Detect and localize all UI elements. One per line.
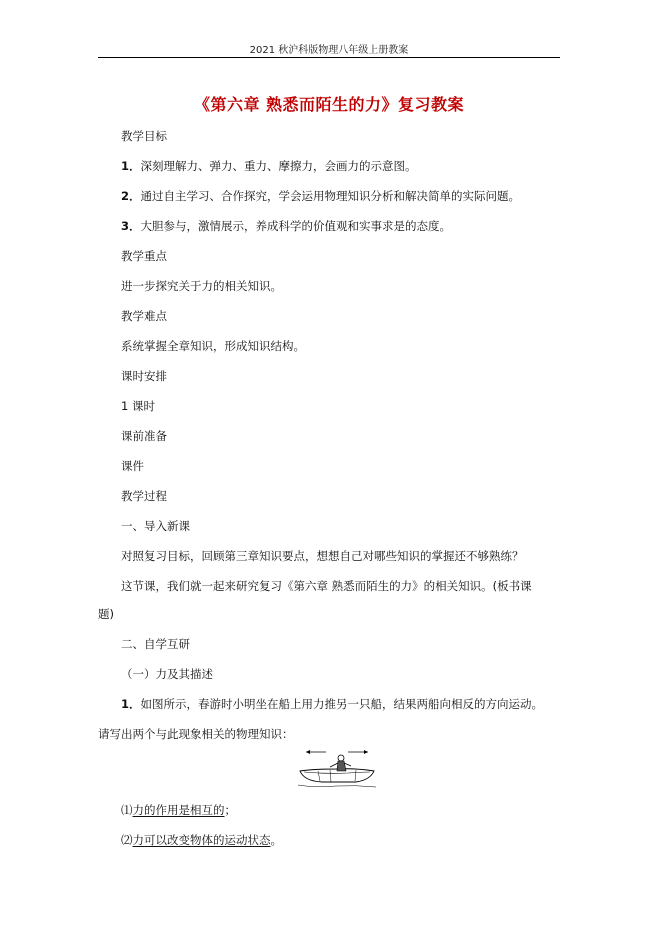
answer-2-text: 力可以改变物体的运动状态 <box>132 833 271 847</box>
page-header: 2021 秋沪科版物理八年级上册教案 <box>249 45 409 56</box>
question-1 <box>121 696 543 712</box>
answer-1 <box>121 802 236 818</box>
part1-paragraph-2-cont: 题) <box>98 607 114 621</box>
answer-1-suffix: ； <box>224 803 236 817</box>
goal-2-number: 2． <box>121 189 141 203</box>
goal-1-number: 1． <box>121 159 141 173</box>
prep-text: 课件 <box>121 459 144 473</box>
key-heading: 教学重点 <box>121 249 167 263</box>
goal-2 <box>121 188 520 204</box>
answer-2 <box>121 832 282 848</box>
part2-heading: 二、自学互研 <box>121 637 190 651</box>
question-1-text: 如图所示，春游时小明坐在船上用力推另一只船，结果两船向相反的方向运动。 <box>140 697 544 711</box>
boat-figure <box>296 747 378 789</box>
key-text: 进一步探究关于力的相关知识。 <box>121 279 282 293</box>
part1-paragraph-2: 这节课，我们就一起来研究复习《第六章 熟悉而陌生的力》的相关知识。(板书课 <box>121 579 532 593</box>
answer-1-text: 力的作用是相互的 <box>132 803 225 817</box>
goal-1-text: 深刻理解力、弹力、重力、摩擦力，会画力的示意图。 <box>140 159 417 173</box>
answer-2-suffix: 。 <box>270 833 282 847</box>
goal-3-number: 3． <box>121 219 141 233</box>
header-rule <box>98 57 560 58</box>
goal-3 <box>121 218 451 234</box>
goal-2-text: 通过自主学习、合作探究，学会运用物理知识分析和解决简单的实际问题。 <box>140 189 521 203</box>
difficult-heading: 教学难点 <box>121 309 167 323</box>
question-1-number: 1． <box>121 697 141 711</box>
goal-1 <box>121 158 417 174</box>
part1-paragraph-1: 对照复习目标，回顾第三章知识要点，想想自己对哪些知识的掌握还不够熟练？ <box>121 549 524 563</box>
process-heading: 教学过程 <box>121 489 167 503</box>
prep-heading: 课前准备 <box>121 429 167 443</box>
goal-3-text: 大胆参与，激情展示，养成科学的价值观和实事求是的态度。 <box>140 219 452 233</box>
part1-heading: 一、导入新课 <box>121 519 190 533</box>
schedule-heading: 课时安排 <box>121 369 167 383</box>
answer-2-prefix: ⑵ <box>121 833 133 847</box>
schedule-text: 1 课时 <box>121 399 155 413</box>
goals-heading: 教学目标 <box>121 129 167 143</box>
question-1-cont: 请写出两个与此现象相关的物理知识： <box>98 727 294 741</box>
document-title: 《第六章 熟悉而陌生的力》复习教案 <box>193 95 465 114</box>
answer-1-prefix: ⑴ <box>121 803 133 817</box>
sub1-heading: （一）力及其描述 <box>121 667 213 681</box>
difficult-text: 系统掌握全章知识，形成知识结构。 <box>121 339 305 353</box>
